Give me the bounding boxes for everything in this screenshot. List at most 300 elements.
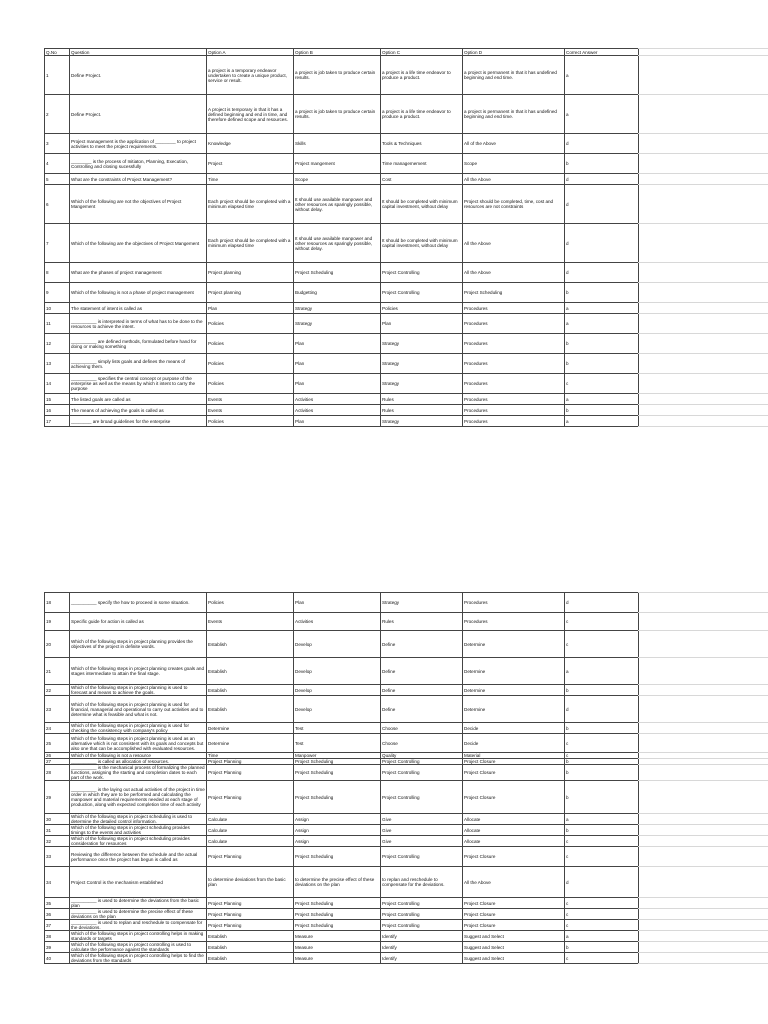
option-a: A project is temporary in that it has a defined beginning and end in time, and therefore defined scope and resources.	[207, 95, 294, 134]
question-text: __________ is called as allocation of resources.	[70, 759, 207, 765]
gridline	[638, 592, 768, 593]
option-b: Assign	[294, 836, 381, 847]
option-b: Project mangement	[294, 154, 381, 174]
option-d: Procedures	[463, 374, 565, 394]
option-a: Project Planning	[207, 781, 294, 814]
question-number: 18	[45, 593, 70, 613]
option-b: Develop	[294, 685, 381, 696]
option-b: It should use available manpower and other resources as sparingly possible, without delay.	[294, 224, 381, 263]
question-number: 4	[45, 154, 70, 174]
question-number: 3	[45, 134, 70, 154]
gridline	[638, 353, 768, 354]
table-row	[45, 931, 639, 942]
correct-answer: c	[565, 631, 639, 658]
option-d: a project is permanent in that it has undefined beginning and end time.	[463, 95, 565, 134]
option-c: Time managemement	[381, 154, 463, 174]
option-b: Measure	[294, 942, 381, 953]
gridline	[638, 302, 768, 303]
correct-answer: d	[565, 134, 639, 154]
option-b: Plan	[294, 354, 381, 374]
table-row	[45, 685, 639, 696]
gridline	[638, 835, 768, 836]
option-b: Measure	[294, 931, 381, 942]
option-c: Strategy	[381, 354, 463, 374]
question-text: Which of the following are not the objectives of Project Mangement	[70, 185, 207, 224]
option-d: Procedures	[463, 416, 565, 427]
gridline	[638, 780, 768, 781]
table-row	[45, 734, 639, 753]
question-text: Which of the following steps in project controlling is used to calculate the performance against the standards	[70, 942, 207, 953]
option-d: Determine	[463, 685, 565, 696]
gridline	[638, 393, 768, 394]
question-text: __________ is interpreted in terms of what has to be done to the resources to achieve the intent.	[70, 314, 207, 334]
option-c: Define	[381, 658, 463, 685]
gridline	[638, 733, 768, 734]
question-number: 36	[45, 909, 70, 920]
table-row	[45, 953, 639, 964]
option-d: Determine	[463, 696, 565, 723]
option-b: Test	[294, 734, 381, 753]
table-row	[45, 314, 639, 334]
question-text: ________ is the process of Initiaton, Planning, Execution, Controlling and closing sucessfully	[70, 154, 207, 174]
question-text: Which of the following steps in project planning provides the objectives of the project in definite words.	[70, 631, 207, 658]
gridline	[638, 94, 768, 95]
option-b: Scope	[294, 174, 381, 185]
table-row	[45, 836, 639, 847]
option-d: All the Above	[463, 263, 565, 283]
option-c: a project is a life time endeavor to produce a product.	[381, 95, 463, 134]
question-number: 23	[45, 696, 70, 723]
option-d: All the Above	[463, 867, 565, 898]
option-d: Scope	[463, 154, 565, 174]
option-c: Quality	[381, 753, 463, 759]
option-b: Measure	[294, 953, 381, 964]
question-text: Which of the following is not a resource	[70, 753, 207, 759]
table-row	[45, 95, 639, 134]
correct-answer: b	[565, 765, 639, 781]
option-c: Choose	[381, 734, 463, 753]
option-c: Project Controlling	[381, 283, 463, 303]
question-text: __________ specify the how to proceed in some situation.	[70, 593, 207, 613]
correct-answer: c	[565, 920, 639, 931]
option-c: Give	[381, 836, 463, 847]
option-c: Define	[381, 685, 463, 696]
table-row	[45, 174, 639, 185]
table-row	[45, 416, 639, 427]
option-a: Establish	[207, 696, 294, 723]
gridline	[638, 764, 768, 765]
option-d: Decide	[463, 723, 565, 734]
option-b: Plan	[294, 374, 381, 394]
option-b: Activities	[294, 613, 381, 631]
option-d: Project Closure	[463, 765, 565, 781]
option-b: Assign	[294, 825, 381, 836]
option-c: Identify	[381, 953, 463, 964]
gridline	[638, 752, 768, 753]
question-number: 22	[45, 685, 70, 696]
correct-answer: c	[565, 847, 639, 867]
gridline	[638, 133, 768, 134]
question-text: __________ are defined methods, formulated before hand for doing or making something	[70, 334, 207, 354]
table-row	[45, 814, 639, 825]
option-c: Policies	[381, 303, 463, 314]
gridline	[638, 262, 768, 263]
correct-answer: b	[565, 685, 639, 696]
option-b: to determine the precise effect of these deviations on the plan	[294, 867, 381, 898]
gridline	[638, 223, 768, 224]
option-a: Establish	[207, 931, 294, 942]
option-d: Procedures	[463, 303, 565, 314]
correct-answer: c	[565, 374, 639, 394]
gridline	[638, 695, 768, 696]
gridline	[638, 612, 768, 613]
option-a: Time	[207, 753, 294, 759]
correct-answer: c	[565, 898, 639, 909]
option-b: It should use available manpower and other resources as sparingly possible, without delay.	[294, 185, 381, 224]
option-d: Project Closure	[463, 759, 565, 765]
correct-answer: b	[565, 781, 639, 814]
option-a: Events	[207, 394, 294, 405]
option-b: Project Scheduling	[294, 909, 381, 920]
option-d: Procedures	[463, 613, 565, 631]
option-d: Decide	[463, 734, 565, 753]
option-b: Project Scheduling	[294, 263, 381, 283]
question-number: 21	[45, 658, 70, 685]
question-number: 29	[45, 781, 70, 814]
option-c: Project Controlling	[381, 263, 463, 283]
option-b: Develop	[294, 658, 381, 685]
quiz-table-page-2	[44, 592, 639, 964]
gridline	[638, 919, 768, 920]
table-row	[45, 909, 639, 920]
table-row	[45, 134, 639, 154]
question-text: __________ is the mechanical process of formalizing the planned functions, assigning the starting and completion dates to each part of the work.	[71, 765, 205, 780]
table-row	[45, 696, 639, 723]
option-a: Events	[207, 613, 294, 631]
option-b: Activities	[294, 394, 381, 405]
correct-answer: a	[565, 394, 639, 405]
option-a: Knowledge	[207, 134, 294, 154]
option-a: Calculate	[207, 825, 294, 836]
correct-answer: b	[565, 354, 639, 374]
option-b: a project is job taken to produce certain results.	[294, 56, 381, 95]
option-d: All of the Above	[463, 134, 565, 154]
question-text: Which of the following steps in project planning is used for checking the consistency with company's policy	[70, 723, 207, 734]
correct-answer: b	[565, 154, 639, 174]
question-text: __________ specifies the central concept or purpose of the enterprise as well as the means by which it intent to carry the purpose	[70, 374, 207, 394]
option-b: Plan	[294, 334, 381, 354]
question-text: Which of the following are the objectives of Project Mangement	[70, 224, 207, 263]
question-number: 38	[45, 931, 70, 942]
correct-answer: b	[565, 942, 639, 953]
option-b: a project is job taken to produce certain results.	[294, 95, 381, 134]
option-a: Calculate	[207, 836, 294, 847]
option-a: Project Planning	[207, 909, 294, 920]
option-b: Project Scheduling	[294, 759, 381, 765]
option-d: Project Closure	[463, 781, 565, 814]
header-row	[45, 49, 639, 56]
question-text: The listed goals are called as	[70, 394, 207, 405]
gridline	[638, 415, 768, 416]
gridline	[638, 55, 768, 56]
question-text: Define Project.	[70, 56, 207, 95]
option-b: Project Scheduling	[294, 781, 381, 814]
question-number: 20	[45, 631, 70, 658]
option-a: to determine deviations from the basic plan	[207, 867, 294, 898]
option-d: Project should be completed, time, cost and resources are not constraints	[463, 185, 565, 224]
question-number: 32	[45, 836, 70, 847]
correct-answer: c	[565, 753, 639, 759]
gridline	[638, 313, 768, 314]
question-text: What are the constraints of Project Management?	[70, 174, 207, 185]
correct-answer: a	[565, 303, 639, 314]
option-d: Project Closure	[463, 898, 565, 909]
option-c: Strategy	[381, 374, 463, 394]
option-a: Project Planning	[207, 759, 294, 765]
table-row	[45, 263, 639, 283]
option-b: Strategy	[294, 303, 381, 314]
question-text: Specific guide for action is called as	[70, 613, 207, 631]
correct-answer: b	[565, 405, 639, 416]
question-text: Define Project.	[70, 95, 207, 134]
correct-answer: b	[565, 283, 639, 303]
question-number: 6	[45, 185, 70, 224]
question-text: What are the phases of project management	[70, 263, 207, 283]
table-row	[45, 283, 639, 303]
gridline	[638, 48, 768, 49]
option-a: Events	[207, 405, 294, 416]
table-row	[45, 154, 639, 174]
option-c: Project Controlling	[381, 847, 463, 867]
option-a: Policies	[207, 314, 294, 334]
correct-answer: c	[565, 953, 639, 964]
gridline	[638, 373, 768, 374]
option-c: Give	[381, 825, 463, 836]
question-text: Which of the following steps in project scheduling provides consideration for resources	[70, 836, 207, 847]
gridline	[638, 333, 768, 334]
option-a: Each project should be completed with a minimum elapsed time	[207, 185, 294, 224]
option-c: Strategy	[381, 334, 463, 354]
option-d: All the Above	[463, 174, 565, 185]
option-a: Project planning	[207, 283, 294, 303]
option-c: Give	[381, 814, 463, 825]
gridline	[638, 184, 768, 185]
correct-answer: d	[565, 696, 639, 723]
option-c: Define	[381, 631, 463, 658]
option-b: Assign	[294, 814, 381, 825]
question-text: Reviewing the difference between the schedule and the actual performance once the project has begun is called as	[70, 847, 207, 867]
question-number: 28	[45, 765, 70, 781]
option-c: It should be completed with minimum capital investment, without delay	[381, 185, 463, 224]
correct-answer: c	[565, 909, 639, 920]
table-row	[45, 898, 639, 909]
question-number: 40	[45, 953, 70, 964]
question-number: 25	[45, 734, 70, 753]
question-number: 31	[45, 825, 70, 836]
question-text: ________ are broad guidelines for the enterprise	[70, 416, 207, 427]
correct-answer: a	[565, 658, 639, 685]
correct-answer: b	[565, 825, 639, 836]
option-c: Project Controlling	[381, 759, 463, 765]
correct-answer: b	[565, 723, 639, 734]
question-text: __________ is the laying out actual activities of the project in time order in which they are to be performed and calculating the manpower and material requirements needed at each stage of production, along with expected completion time of each activity	[70, 781, 207, 814]
table-row	[45, 847, 639, 867]
table-row	[45, 56, 639, 95]
correct-answer: a	[565, 95, 639, 134]
option-c: Identify	[381, 942, 463, 953]
gridline	[638, 153, 768, 154]
option-c: Define	[381, 696, 463, 723]
option-d: Allocate	[463, 814, 565, 825]
correct-answer: d	[565, 263, 639, 283]
option-d: Procedures	[463, 354, 565, 374]
table-row	[45, 394, 639, 405]
question-number: 17	[45, 416, 70, 427]
option-d: a project is permanent in that it has undefined beginning and end time.	[463, 56, 565, 95]
gridline	[638, 813, 768, 814]
question-number: 11	[45, 314, 70, 334]
table-row	[45, 765, 639, 781]
option-d: Procedures	[463, 334, 565, 354]
correct-answer: d	[565, 867, 639, 898]
option-a: Project	[207, 154, 294, 174]
question-number: 30	[45, 814, 70, 825]
option-a: Calculate	[207, 814, 294, 825]
gridline	[638, 952, 768, 953]
table-row	[45, 593, 639, 613]
question-text: Which of the following steps in project planning is used as an alternative which is not consistent with its goals and concepts but also one that can be accomplished with evaluated resources.	[70, 734, 207, 753]
option-d: Project Scheduling	[463, 283, 565, 303]
option-a: Policies	[207, 416, 294, 427]
table-row	[45, 224, 639, 263]
question-text: __________ is used to replan and reschedule to compensate for the deviations.	[70, 920, 207, 931]
option-b: Project Scheduling	[294, 920, 381, 931]
option-b: Project Scheduling	[294, 847, 381, 867]
option-b: Plan	[294, 593, 381, 613]
table-row	[45, 781, 639, 814]
option-c: Cost	[381, 174, 463, 185]
gridline	[638, 758, 768, 759]
question-text: The statement of intent is called as	[70, 303, 207, 314]
question-text: __________ is used to determine the precise effect of these deviations on the plan	[70, 909, 207, 920]
option-d: Allocate	[463, 836, 565, 847]
correct-answer: c	[565, 836, 639, 847]
question-text: Which of the following steps in project planning is used for financial, managerial and operational to carry out activities and to determine what is feasible and what is not.	[70, 696, 207, 723]
option-c: Tools & Techniques	[381, 134, 463, 154]
question-number: 12	[45, 334, 70, 354]
option-a: Each project should be completed with a minimum elapsed time	[207, 224, 294, 263]
question-text: Project Control is the mechanism established	[70, 867, 207, 898]
option-d: Determine	[463, 631, 565, 658]
option-c: Rules	[381, 405, 463, 416]
question-number: 2	[45, 95, 70, 134]
option-a: Project Planning	[207, 847, 294, 867]
question-text: The means of achieving the goals is called as	[70, 405, 207, 416]
option-a: Policies	[207, 593, 294, 613]
option-a: Establish	[207, 953, 294, 964]
header-cell-b: Option B	[294, 49, 381, 56]
option-b: Project Scheduling	[294, 765, 381, 781]
option-a: Project Planning	[207, 920, 294, 931]
option-d: Material	[463, 753, 565, 759]
question-text: Which of the following steps in project controlling helps to find the deviations from the standards	[70, 953, 207, 964]
question-number: 15	[45, 394, 70, 405]
option-b: Test	[294, 723, 381, 734]
question-number: 27	[45, 759, 70, 765]
question-number: 10	[45, 303, 70, 314]
correct-answer: a	[565, 314, 639, 334]
option-d: Procedures	[463, 405, 565, 416]
question-number: 13	[45, 354, 70, 374]
gridline	[638, 282, 768, 283]
gridline	[638, 722, 768, 723]
question-number: 26	[45, 753, 70, 759]
question-number: 14	[45, 374, 70, 394]
table-row	[45, 354, 639, 374]
option-d: Procedures	[463, 394, 565, 405]
gridline	[638, 897, 768, 898]
option-c: a project is a life time endeavor to produce a product.	[381, 56, 463, 95]
header-cell-a: Option A	[207, 49, 294, 56]
question-number: 1	[45, 56, 70, 95]
table-row	[45, 185, 639, 224]
header-cell-question: Question	[70, 49, 207, 56]
option-b: Skills	[294, 134, 381, 154]
question-number: 34	[45, 867, 70, 898]
option-c: to replan and reschedule to compensate for the deviations.	[381, 867, 463, 898]
option-d: Project Closure	[463, 847, 565, 867]
correct-answer: a	[565, 56, 639, 95]
option-a: Project planning	[207, 263, 294, 283]
option-a: Determine	[207, 723, 294, 734]
table-row	[45, 658, 639, 685]
table-row	[45, 825, 639, 836]
question-number: 5	[45, 174, 70, 185]
question-number: 8	[45, 263, 70, 283]
question-number: 24	[45, 723, 70, 734]
gridline	[638, 941, 768, 942]
correct-answer: d	[565, 185, 639, 224]
gridline	[638, 908, 768, 909]
table-row	[45, 920, 639, 931]
option-a: Establish	[207, 631, 294, 658]
option-a: Plan	[207, 303, 294, 314]
option-d: Project Closure	[463, 909, 565, 920]
option-d: Procedures	[463, 314, 565, 334]
table-row	[45, 613, 639, 631]
correct-answer: c	[565, 734, 639, 753]
option-c: Plan	[381, 314, 463, 334]
correct-answer: a	[565, 814, 639, 825]
option-d: Project Closure	[463, 920, 565, 931]
option-b: Activities	[294, 405, 381, 416]
correct-answer: d	[565, 224, 639, 263]
option-b: Develop	[294, 696, 381, 723]
gridline	[638, 963, 768, 964]
question-text: Which of the following steps in project planning is used to forecast and means to achieve the goals.	[70, 685, 207, 696]
option-d: Allocate	[463, 825, 565, 836]
question-text: Which of the following steps in project scheduling is used to determine the detailed control information.	[70, 814, 207, 825]
option-c: Rules	[381, 394, 463, 405]
correct-answer: b	[565, 334, 639, 354]
option-b: Develop	[294, 631, 381, 658]
option-b: Plan	[294, 416, 381, 427]
option-a: Policies	[207, 374, 294, 394]
gridline	[638, 866, 768, 867]
option-a: Establish	[207, 658, 294, 685]
option-c: It should be completed with minimum capital investment, without delay	[381, 224, 463, 263]
option-d: Determine	[463, 658, 565, 685]
